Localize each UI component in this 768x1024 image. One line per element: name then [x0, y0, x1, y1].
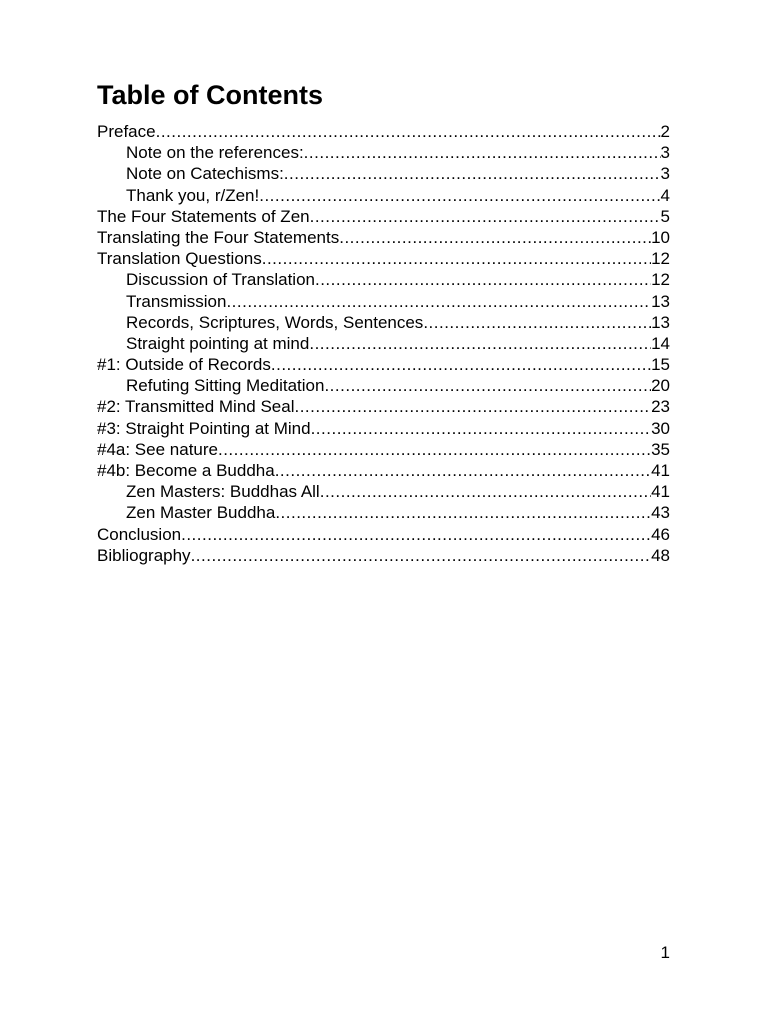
toc-entry-title: #3: Straight Pointing at Mind — [97, 418, 311, 438]
toc-dot-leader — [275, 502, 651, 523]
toc-entry[interactable] — [97, 291, 670, 312]
toc-entry[interactable] — [97, 185, 670, 206]
toc-dot-leader — [156, 121, 661, 142]
table-of-contents — [97, 121, 670, 566]
toc-entry-page: 4 — [660, 185, 670, 205]
toc-entry-title: Discussion of Translation — [126, 270, 315, 290]
toc-entry[interactable] — [97, 375, 670, 396]
toc-dot-leader — [315, 269, 651, 290]
toc-entry-title: Refuting Sitting Meditation — [126, 376, 325, 396]
toc-entry-title: Translating the Four Statements — [97, 227, 340, 247]
toc-dot-leader — [271, 354, 651, 375]
toc-dot-leader — [320, 481, 651, 502]
toc-entry-title: The Four Statements of Zen — [97, 206, 310, 226]
toc-entry-page: 23 — [651, 397, 670, 417]
toc-dot-leader — [310, 206, 661, 227]
toc-dot-leader — [284, 163, 661, 184]
toc-entry[interactable] — [97, 502, 670, 523]
toc-entry-title: #1: Outside of Records — [97, 355, 271, 375]
toc-entry-page: 20 — [651, 376, 670, 396]
toc-entry-page: 14 — [651, 333, 670, 353]
toc-entry-title: Zen Masters: Buddhas All — [126, 482, 320, 502]
toc-dot-leader — [324, 375, 651, 396]
toc-entry[interactable] — [97, 312, 670, 333]
toc-entry-title: #4b: Become a Buddha — [97, 461, 275, 480]
toc-entry-page: 41 — [651, 461, 670, 480]
toc-entry-page: 10 — [651, 227, 670, 247]
toc-dot-leader — [311, 418, 652, 439]
toc-dot-leader — [218, 439, 651, 460]
toc-entry-title: Preface — [97, 122, 156, 141]
toc-entry[interactable] — [97, 418, 670, 439]
toc-entry-page: 12 — [651, 270, 670, 290]
toc-dot-leader — [259, 185, 660, 206]
toc-entry-title: Note on Catechisms: — [126, 164, 284, 184]
toc-entry-page: 48 — [651, 545, 670, 565]
toc-entry-page: 41 — [651, 482, 670, 502]
toc-entry[interactable] — [97, 396, 670, 417]
toc-dot-leader — [262, 248, 651, 269]
toc-dot-leader — [309, 333, 651, 354]
toc-entry[interactable] — [97, 248, 670, 269]
toc-entry-page: 3 — [660, 164, 670, 184]
toc-entry[interactable] — [97, 227, 670, 248]
toc-entry-title: Thank you, r/Zen! — [126, 185, 260, 205]
toc-entry[interactable] — [97, 481, 670, 502]
toc-entry[interactable] — [97, 121, 670, 142]
toc-dot-leader — [423, 312, 651, 333]
toc-entry-title: Conclusion — [97, 524, 182, 544]
toc-entry[interactable] — [97, 545, 670, 566]
toc-entry[interactable] — [97, 354, 670, 375]
toc-entry[interactable] — [97, 439, 670, 460]
toc-entry-title: #2: Transmitted Mind Seal — [97, 397, 295, 417]
toc-entry-title: Translation Questions — [97, 249, 262, 269]
page-number: 1 — [660, 943, 670, 962]
toc-dot-leader — [294, 396, 651, 417]
toc-entry-page: 5 — [660, 206, 670, 226]
toc-entry[interactable] — [97, 524, 670, 545]
toc-entry-title: Note on the references: — [126, 143, 304, 163]
toc-dot-leader — [304, 142, 661, 163]
toc-entry-page: 30 — [651, 418, 670, 438]
page-title: Table of Contents — [97, 80, 323, 110]
toc-entry[interactable] — [97, 142, 670, 163]
toc-dot-leader — [191, 545, 652, 566]
toc-entry-title: Transmission — [126, 291, 227, 311]
toc-entry-page: 13 — [651, 291, 670, 311]
toc-dot-leader — [275, 460, 651, 481]
toc-entry-title: Bibliography — [97, 545, 191, 565]
toc-entry-title: Zen Master Buddha — [126, 503, 276, 523]
toc-entry-page: 15 — [651, 355, 670, 375]
toc-dot-leader — [339, 227, 651, 248]
toc-dot-leader — [181, 524, 651, 545]
toc-entry[interactable] — [97, 460, 670, 481]
toc-entry[interactable] — [97, 163, 670, 184]
toc-entry[interactable] — [97, 333, 670, 354]
toc-entry-page: 12 — [651, 249, 670, 269]
toc-entry-page: 13 — [651, 312, 670, 332]
toc-entry[interactable] — [97, 206, 670, 227]
toc-dot-leader — [226, 291, 651, 312]
toc-entry[interactable] — [97, 269, 670, 290]
toc-entry-title: Records, Scriptures, Words, Sentences — [126, 312, 424, 332]
toc-entry-page: 46 — [651, 524, 670, 544]
toc-entry-page: 35 — [651, 439, 670, 459]
toc-entry-page: 2 — [660, 122, 670, 141]
toc-entry-page: 43 — [651, 503, 670, 523]
toc-entry-title: #4a: See nature — [97, 439, 218, 459]
toc-entry-title: Straight pointing at mind — [126, 333, 310, 353]
toc-entry-page: 3 — [660, 143, 670, 163]
